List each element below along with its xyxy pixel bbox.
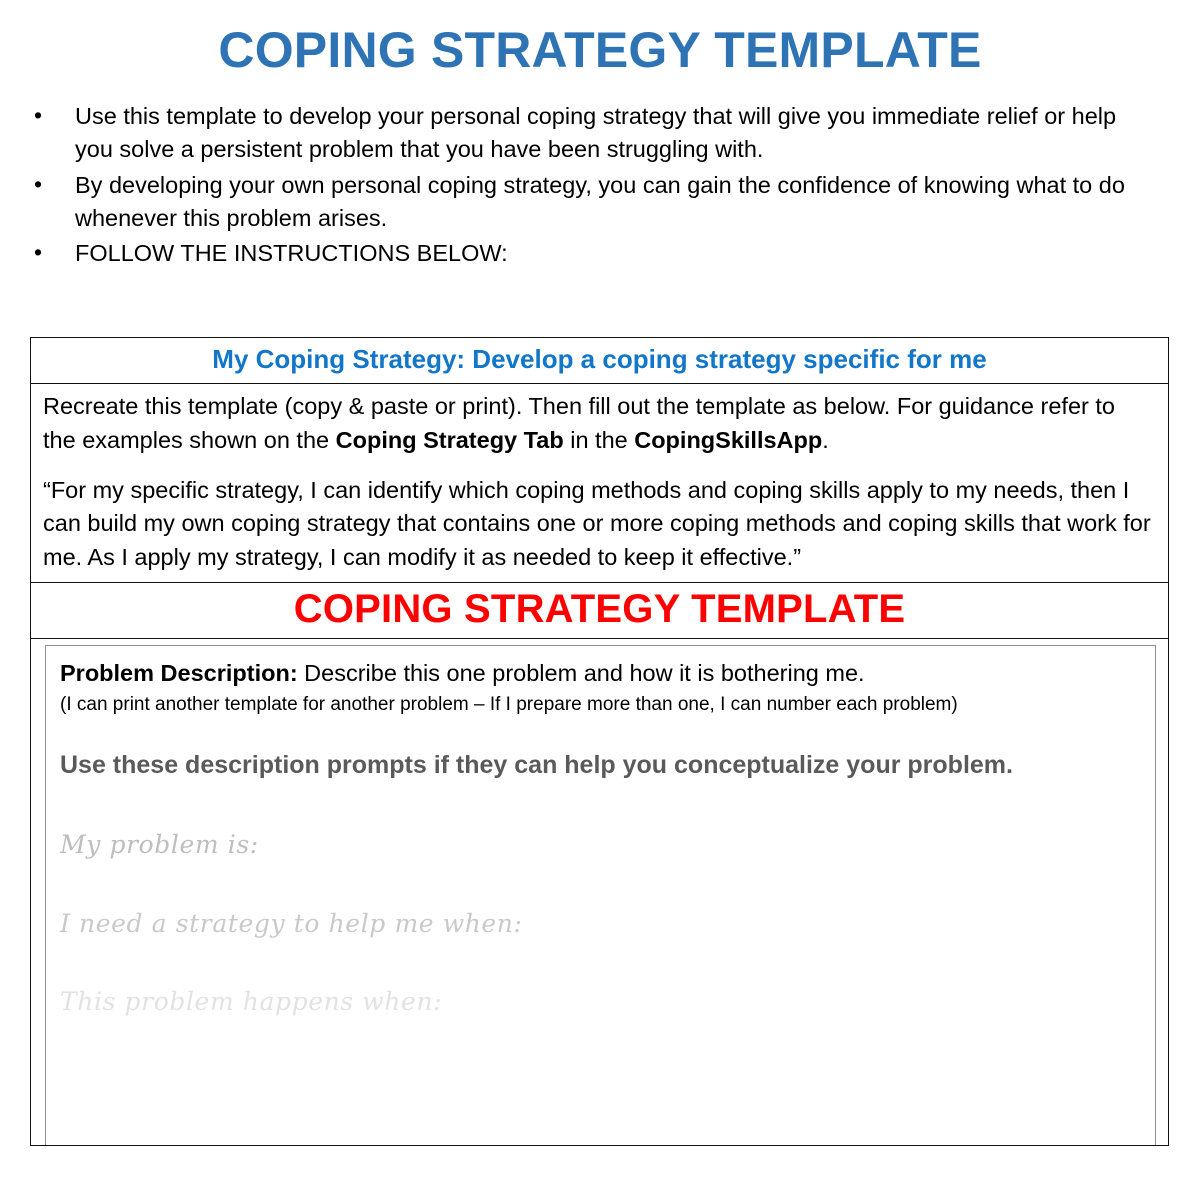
prompt-my-problem-is: My problem is: bbox=[60, 830, 259, 860]
instructions-bold-app: CopingSkillsApp bbox=[634, 426, 823, 453]
strategy-instructions-cell bbox=[31, 383, 1168, 582]
prompt-need-strategy-when: I need a strategy to help me when: bbox=[60, 908, 523, 938]
list-item-text: FOLLOW THE INSTRUCTIONS BELOW: bbox=[75, 240, 508, 267]
instructions-bold-tab: Coping Strategy Tab bbox=[335, 426, 564, 453]
intro-bullet-list bbox=[0, 100, 1200, 271]
instructions-part3: . bbox=[822, 426, 829, 453]
strategy-table-header: My Coping Strategy: Develop a coping strategy specific for me bbox=[212, 344, 987, 374]
problem-description-title bbox=[60, 658, 1141, 689]
instructions-part2: in the bbox=[563, 426, 635, 453]
strategy-quote: “For my specific strategy, I can identify which coping methods and coping skills apply to my needs, then I can build my own coping strategy that contains one or more coping methods and coping skills that work for me. As I apply my strategy, I can modify it as needed to keep it effective.” bbox=[43, 476, 1151, 570]
template-heading-cell bbox=[31, 582, 1168, 638]
list-item-text: By developing your own personal coping strategy, you can gain the confidence of knowing what to do whenever this problem arises. bbox=[75, 171, 1125, 232]
list-item bbox=[0, 100, 1200, 167]
problem-description-label: Problem Description: bbox=[60, 659, 298, 686]
list-item-text: Use this template to develop your personal coping strategy that will give you immediate relief or help you solve a persistent problem that you have been struggling with. bbox=[75, 103, 1117, 163]
paragraph-spacer bbox=[43, 457, 1154, 474]
bullet-icon: • bbox=[34, 239, 43, 266]
problem-section-cell bbox=[31, 638, 1168, 1145]
instructions-part1: Recreate this template (copy & paste or print). Then fill out the template as below. For guidance refer to the examples shown on the bbox=[43, 393, 1115, 453]
list-item bbox=[0, 169, 1200, 236]
problem-description-note: (I can print another template for another problem – If I prepare more than one, I can number each problem) bbox=[60, 694, 958, 716]
template-heading: COPING STRATEGY TEMPLATE bbox=[293, 586, 906, 631]
coping-strategy-table bbox=[30, 337, 1169, 1146]
problem-description-box bbox=[45, 645, 1156, 1145]
bullet-icon: • bbox=[34, 170, 43, 197]
list-item bbox=[0, 237, 1200, 270]
instructions-paragraph bbox=[43, 390, 1154, 457]
prompt-intro-text: Use these description prompts if they can help you conceptualize your problem. bbox=[60, 751, 1013, 780]
bullet-icon: • bbox=[34, 102, 43, 128]
problem-description-text: Describe this one problem and how it is bothering me. bbox=[297, 659, 865, 686]
prompt-problem-happens-when: This problem happens when: bbox=[60, 987, 443, 1017]
page-title: COPING STRATEGY TEMPLATE bbox=[218, 22, 982, 78]
